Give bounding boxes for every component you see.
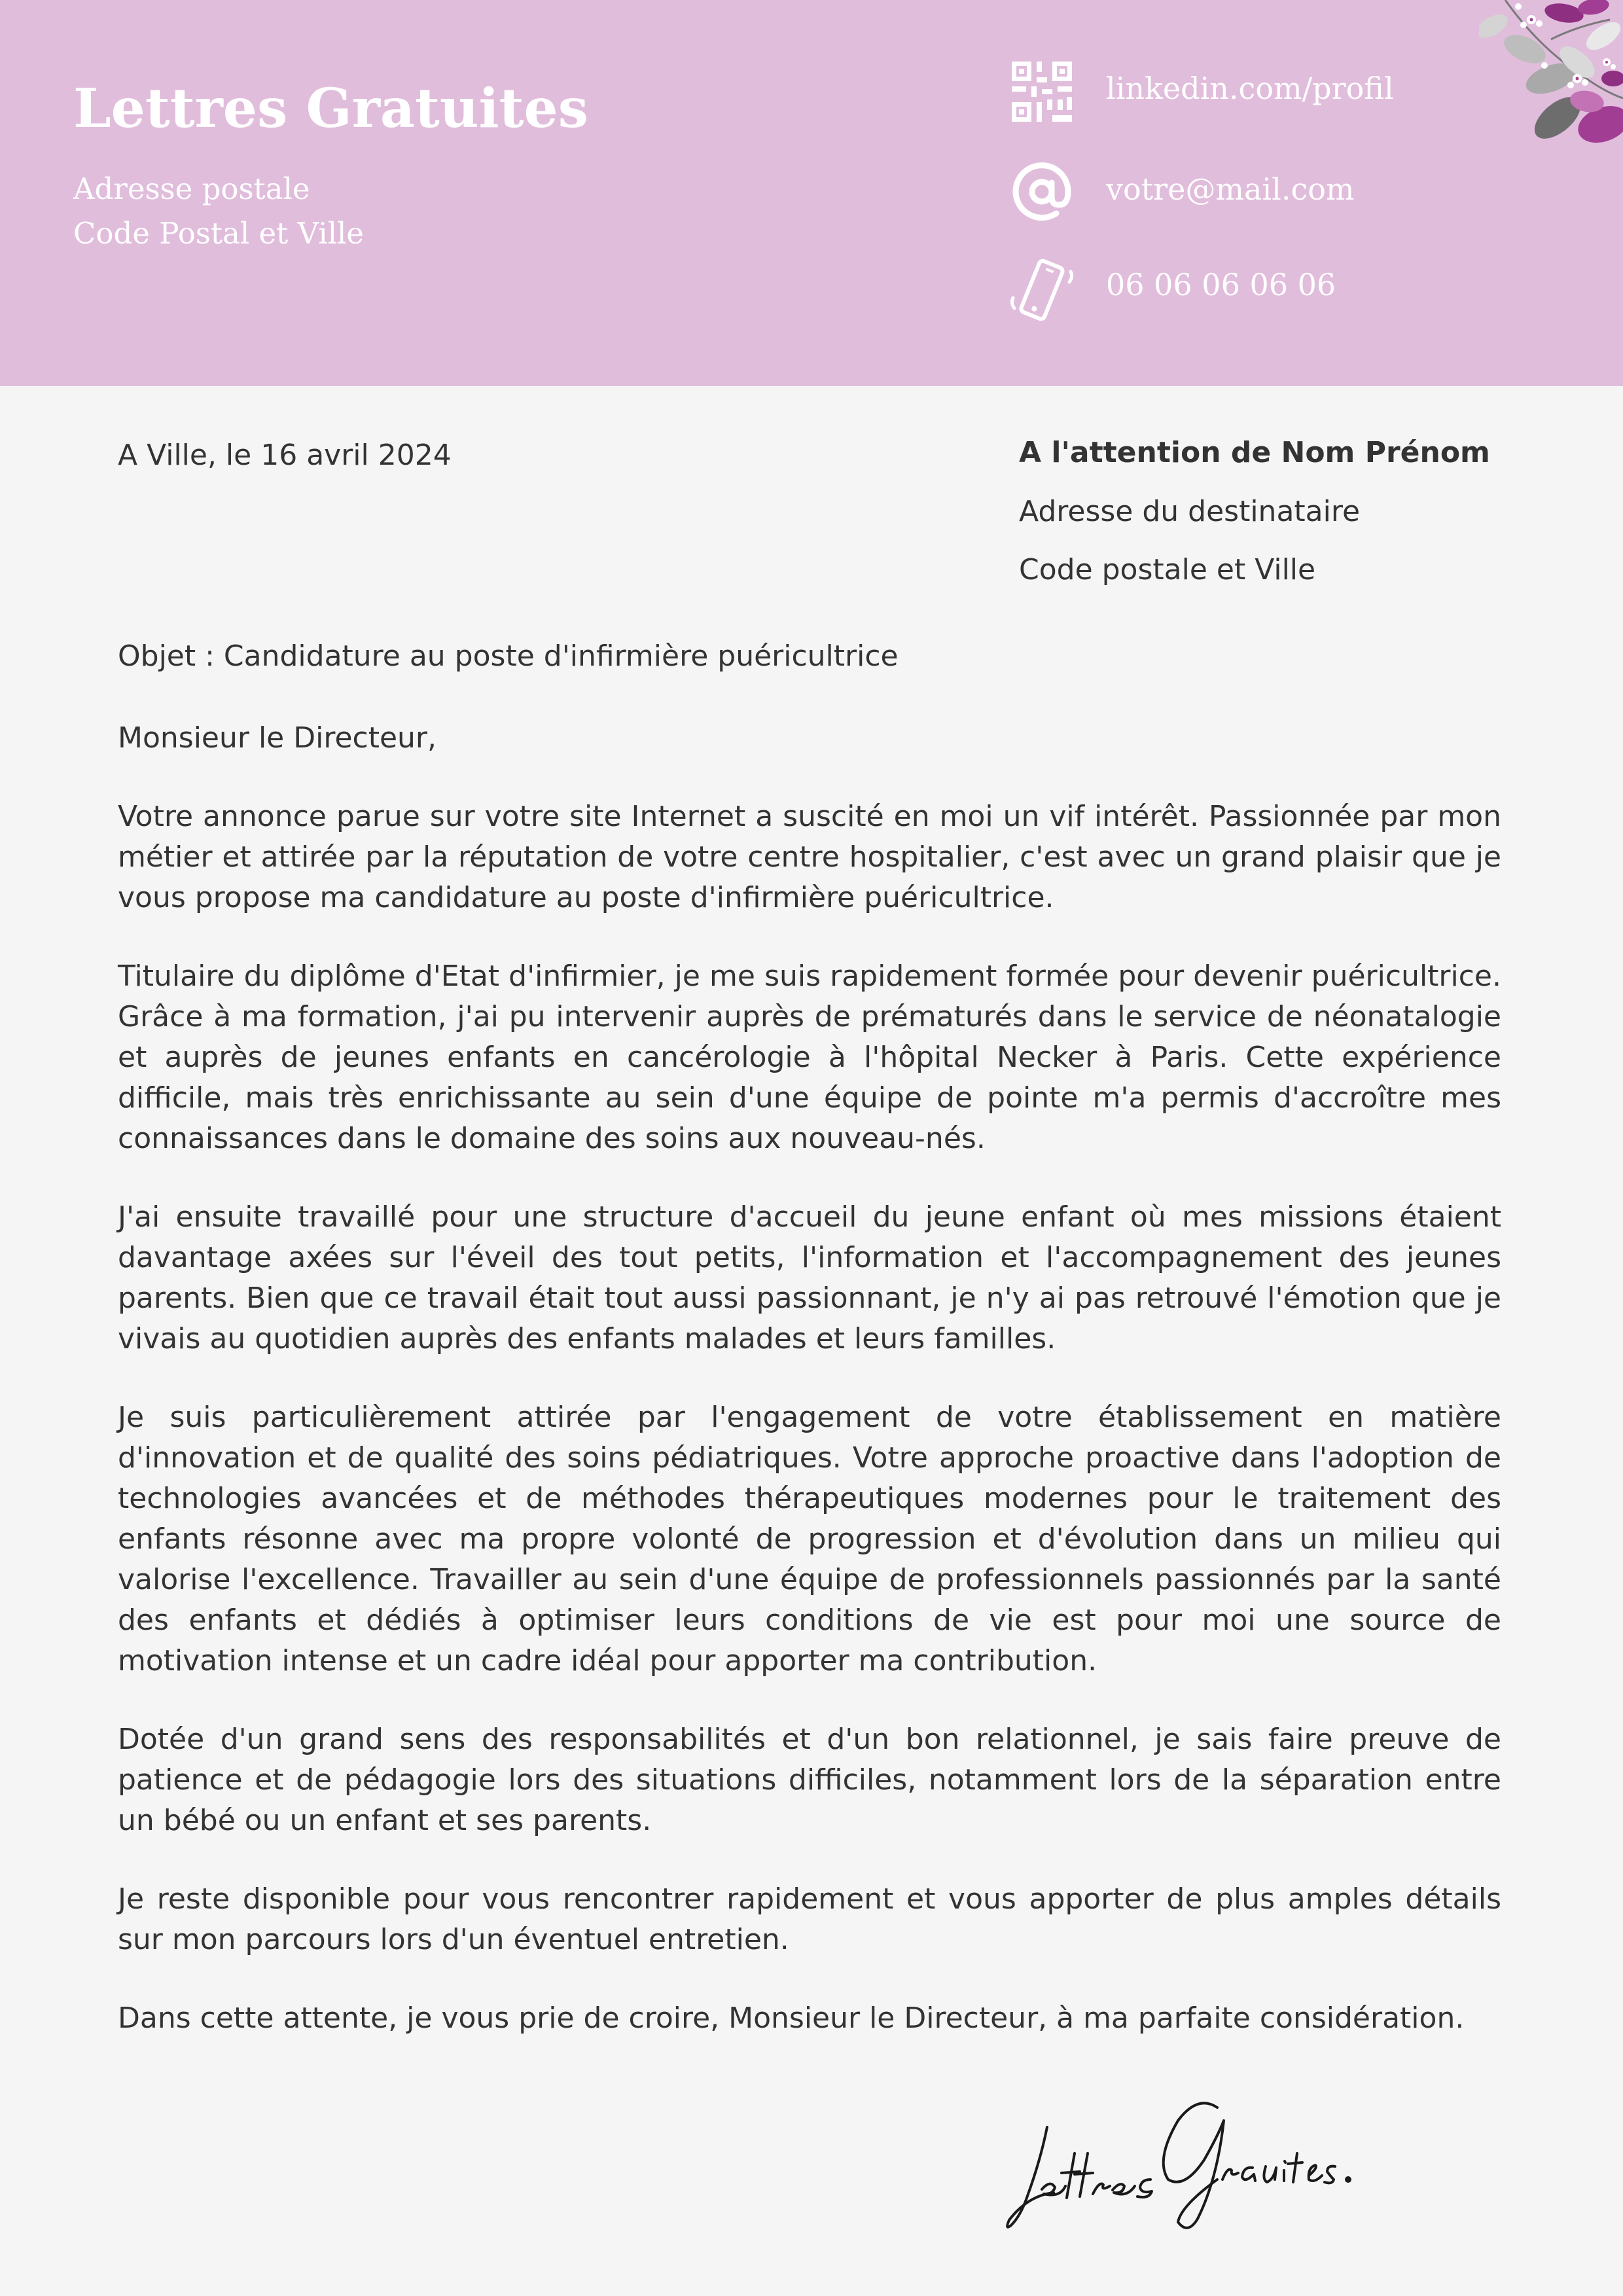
letter-date: A Ville, le 16 avril 2024 <box>118 439 452 472</box>
sender-address-line1: Adresse postale <box>73 171 310 206</box>
letter-subject: Objet : Candidature au poste d'infirmière puéricultrice <box>118 639 899 673</box>
header-banner <box>0 0 1623 386</box>
paragraph-1: Votre annonce parue sur votre site Internet a suscité en moi un vif intérêt. Passionnée par mon métier et attirée par la réputation de votre centre hospitalier, c'est avec un grand plaisir que je vous propose ma candidature au poste d'infirmière puéricultrice. <box>118 800 1501 914</box>
sender-name: Lettres Gratuites <box>73 77 588 140</box>
recipient-attention: A l'attention de Nom Prénom <box>1019 436 1490 469</box>
at-sign-icon <box>1009 159 1075 224</box>
qr-code-icon <box>1009 59 1075 124</box>
paragraph-3: J'ai ensuite travaillé pour une structure d'accueil du jeune enfant où mes missions étaient davantage axées sur l'éveil des tout petits, l'information et l'accompagnement des jeunes parents. Bien que ce travail était tout aussi passionnant, je n'y ai pas retrouvé l'émotion que je vivais au quotidien auprès des enfants malades et leurs familles. <box>118 1200 1501 1355</box>
recipient-city: Code postale et Ville <box>1019 553 1316 586</box>
email-link[interactable]: votre@mail.com <box>1106 171 1355 207</box>
floral-decoration-icon <box>1479 0 1623 151</box>
paragraph-4: Je suis particulièrement attirée par l'engagement de votre établissement en matière d'innovation et de qualité des soins pédiatriques. Votre approche proactive dans l'adoption de technologies avancées et de méthodes thérapeutiques modernes pour le traitement des enfants résonne avec ma propre volonté de progression et d'évolution dans un milieu qui valorise l'excellence. Travailler au sein d'une équipe de professionnels passionnés par la santé des enfants et dédiés à optimiser leurs conditions de vie est pour moi une source de motivation intense et un cadre idéal pour apporter ma contribution. <box>118 1401 1501 1677</box>
sender-address-line2: Code Postal et Ville <box>73 216 365 251</box>
paragraph-6: Je reste disponible pour vous rencontrer rapidement et vous apporter de plus amples détails sur mon parcours lors d'un éventuel entretien. <box>118 1882 1501 1956</box>
recipient-address: Adresse du destinataire <box>1019 495 1361 528</box>
phone-number[interactable]: 06 06 06 06 06 <box>1106 267 1336 302</box>
closing-paragraph: Dans cette attente, je vous prie de croire, Monsieur le Directeur, à ma parfaite considération. <box>118 2001 1465 2035</box>
handwritten-signature <box>1001 2081 1381 2238</box>
paragraph-5: Dotée d'un grand sens des responsabilités et d'un bon relationnel, je sais faire preuve de patience et de pédagogie lors des situations difficiles, notamment lors de la séparation entre un bébé ou un enfant et ses parents. <box>118 1723 1501 1837</box>
linkedin-link[interactable]: linkedin.com/profil <box>1106 71 1394 106</box>
paragraph-2: Titulaire du diplôme d'Etat d'infirmier, je me suis rapidement formée pour devenir puéricultrice. Grâce à ma formation, j'ai pu intervenir auprès de prématurés dans le service de néonatalogie et auprès de jeunes enfants en cancérologie à l'hôpital Necker à Paris. Cette expérience difficile, mais très enrichissante au sein d'une équipe de pointe m'a permis d'accroître mes connaissances dans le domaine des soins aux nouveau-nés. <box>118 960 1501 1155</box>
salutation: Monsieur le Directeur, <box>118 721 437 755</box>
letter-body <box>118 718 1501 2077</box>
phone-icon <box>1009 257 1075 323</box>
